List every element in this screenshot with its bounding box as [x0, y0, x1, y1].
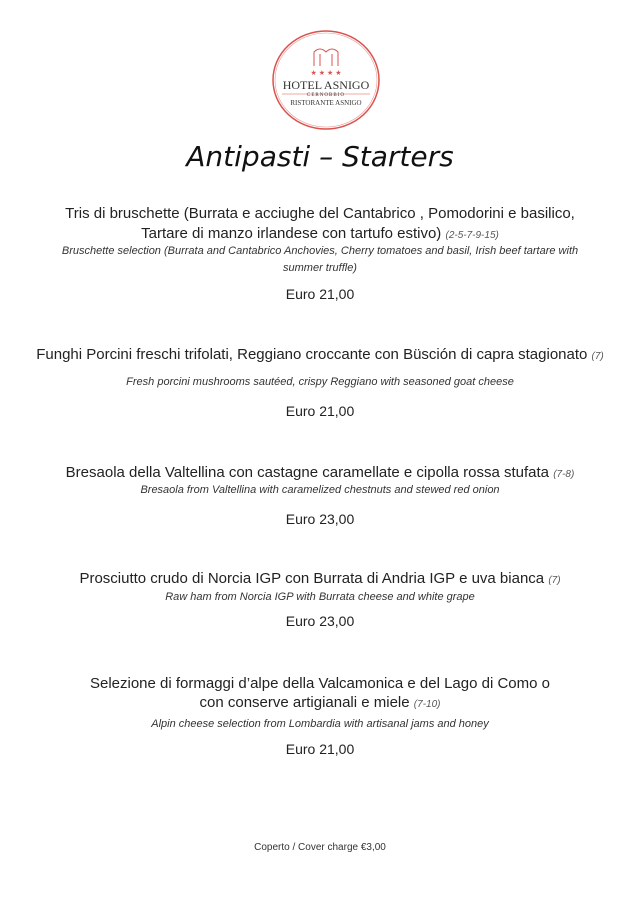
item-name-text: Funghi Porcini freschi trifolati, Reggiano croccante con Büsción di capra stagionato: [36, 346, 588, 363]
item-english: Bresaola from Valtellina with caramelized chestnuts and stewed red onion: [140, 484, 500, 496]
item-name: Selezione di formaggi d’alpe della Valcamonica e del Lago di Como o: [89, 675, 550, 692]
item-name-text: Tartare di manzo irlandese con tartufo estivo): [141, 225, 442, 242]
item-english: Fresh porcini mushrooms sautéed, crispy Reggiano with seasoned goat cheese: [126, 376, 514, 388]
page-title: Antipasti – Starters: [186, 140, 454, 173]
item-name: [0, 464, 640, 481]
item-english: Alpin cheese selection from Lombardia with artisanal jams and honey: [151, 718, 489, 730]
allergens: (2-5-7-9-15): [445, 230, 499, 241]
item-name: [0, 694, 640, 711]
item-price: Euro 23,00: [285, 613, 355, 629]
item-price: Euro 23,00: [285, 511, 355, 527]
item-price: Euro 21,00: [285, 286, 355, 302]
item-name-text: Prosciutto crudo di Norcia IGP con Burrata di Andria IGP e uva bianca: [79, 570, 545, 587]
svg-text:★ ★ ★ ★: ★ ★ ★ ★: [310, 70, 342, 77]
cover-charge-note: Coperto / Cover charge €3,00: [254, 842, 386, 853]
allergens: (7-10): [413, 699, 441, 710]
hotel-asnigo-logo: [270, 28, 382, 132]
svg-text:RISTORANTE ASNIGO: RISTORANTE ASNIGO: [290, 99, 362, 107]
item-price: Euro 21,00: [285, 741, 355, 757]
item-english: Raw ham from Norcia IGP with Burrata cheese and white grape: [165, 591, 475, 603]
item-name-text: Bresaola della Valtellina con castagne caramellate e cipolla rossa stufata: [65, 464, 550, 481]
allergens: (7-8): [553, 469, 575, 480]
svg-text:CERNOBBIO: CERNOBBIO: [307, 93, 345, 98]
item-price: Euro 21,00: [285, 403, 355, 419]
item-name: Tris di bruschette (Burrata e acciughe del Cantabrico , Pomodorini e basilico,: [65, 205, 575, 222]
item-name: [0, 225, 640, 242]
allergens: (7): [591, 351, 604, 362]
item-english: summer truffle): [283, 262, 357, 274]
item-name-text: con conserve artigianali e miele: [199, 694, 410, 711]
item-english: Bruschette selection (Burrata and Cantabrico Anchovies, Cherry tomatoes and basil, Irish beef tartare with: [61, 245, 579, 257]
svg-text:HOTEL ASNIGO: HOTEL ASNIGO: [282, 78, 370, 92]
item-name: [0, 346, 640, 363]
allergens: (7): [548, 575, 561, 586]
item-name: [0, 570, 640, 587]
